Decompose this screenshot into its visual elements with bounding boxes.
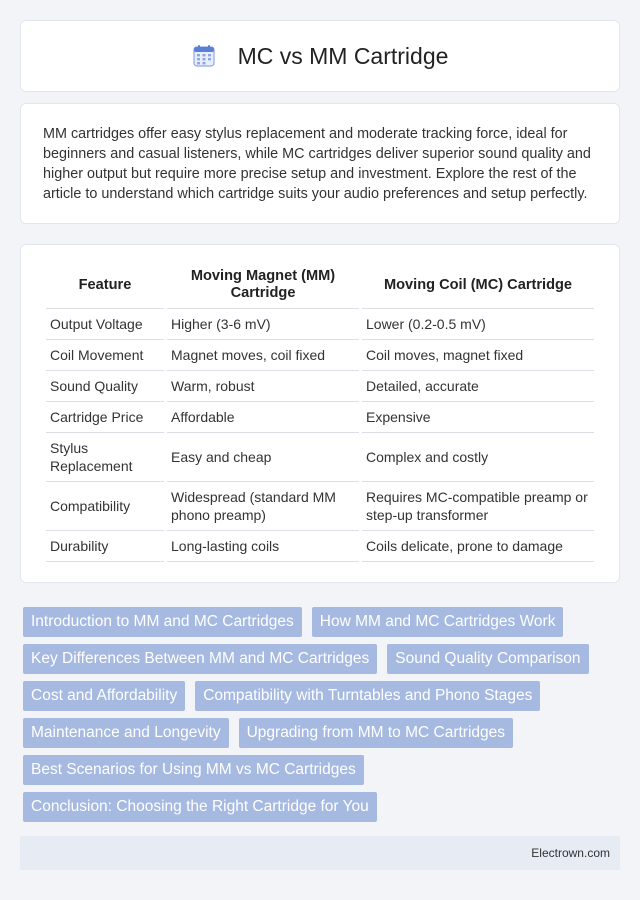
table-cell: Sound Quality	[46, 371, 164, 402]
table-cell: Long-lasting coils	[167, 531, 359, 562]
table-cell: Complex and costly	[362, 433, 594, 482]
tag-link[interactable]: Sound Quality Comparison	[387, 644, 588, 674]
table-cell: Coils delicate, prone to damage	[362, 531, 594, 562]
table-cell: Compatibility	[46, 482, 164, 531]
tag-link[interactable]: Conclusion: Choosing the Right Cartridge for You	[23, 792, 377, 822]
footer-brand: Electrown.com	[531, 846, 610, 860]
intro-text: MM cartridges offer easy stylus replacement and moderate tracking force, ideal for beginners and casual listeners, while MC cartridges deliver superior sound quality and higher output but require more precise setup and investment. Explore the rest of the article to understand which cartridge suits your audio preferences and setup perfectly.	[43, 126, 591, 202]
table-cell: Magnet moves, coil fixed	[167, 340, 359, 371]
table-cell: Lower (0.2-0.5 mV)	[362, 309, 594, 340]
tag-link[interactable]: Cost and Affordability	[23, 681, 185, 711]
tag-link[interactable]: Key Differences Between MM and MC Cartridges	[23, 644, 377, 674]
table-cell: Warm, robust	[167, 371, 359, 402]
tag-link[interactable]: Compatibility with Turntables and Phono Stages	[195, 681, 540, 711]
table-row	[46, 309, 594, 340]
tag-link[interactable]: Introduction to MM and MC Cartridges	[23, 607, 302, 637]
table-header-feature: Feature	[46, 265, 164, 309]
table-header-mm: Moving Magnet (MM) Cartridge	[167, 265, 359, 309]
tag-link[interactable]: Upgrading from MM to MC Cartridges	[239, 718, 513, 748]
table-cell: Expensive	[362, 402, 594, 433]
page-title: MC vs MM Cartridge	[237, 42, 449, 69]
table-row	[46, 371, 594, 402]
topic-tags	[20, 607, 620, 829]
table-cell: Durability	[46, 531, 164, 562]
table-header-mc: Moving Coil (MC) Cartridge	[362, 265, 594, 309]
table-header-row	[46, 265, 594, 309]
table-row	[46, 482, 594, 531]
table-row	[46, 402, 594, 433]
table-row	[46, 531, 594, 562]
table-cell: Coil Movement	[46, 340, 164, 371]
table-cell: Stylus Replacement	[46, 433, 164, 482]
table-cell: Cartridge Price	[46, 402, 164, 433]
table-cell: Detailed, accurate	[362, 371, 594, 402]
comparison-card	[20, 244, 620, 583]
title-card	[20, 20, 620, 92]
table-cell: Higher (3-6 mV)	[167, 309, 359, 340]
tag-link[interactable]: Maintenance and Longevity	[23, 718, 229, 748]
table-row	[46, 340, 594, 371]
footer	[20, 836, 620, 870]
table-cell: Widespread (standard MM phono preamp)	[167, 482, 359, 531]
table-cell: Coil moves, magnet fixed	[362, 340, 594, 371]
tag-link[interactable]: Best Scenarios for Using MM vs MC Cartridges	[23, 755, 364, 785]
intro-card	[20, 103, 620, 224]
table-cell: Requires MC-compatible preamp or step-up transformer	[362, 482, 594, 531]
tag-link[interactable]: How MM and MC Cartridges Work	[312, 607, 564, 637]
table-cell: Easy and cheap	[167, 433, 359, 482]
table-cell: Output Voltage	[46, 309, 164, 340]
comparison-table	[43, 265, 597, 562]
table-cell: Affordable	[167, 402, 359, 433]
calendar-icon	[192, 44, 216, 68]
table-row	[46, 433, 594, 482]
